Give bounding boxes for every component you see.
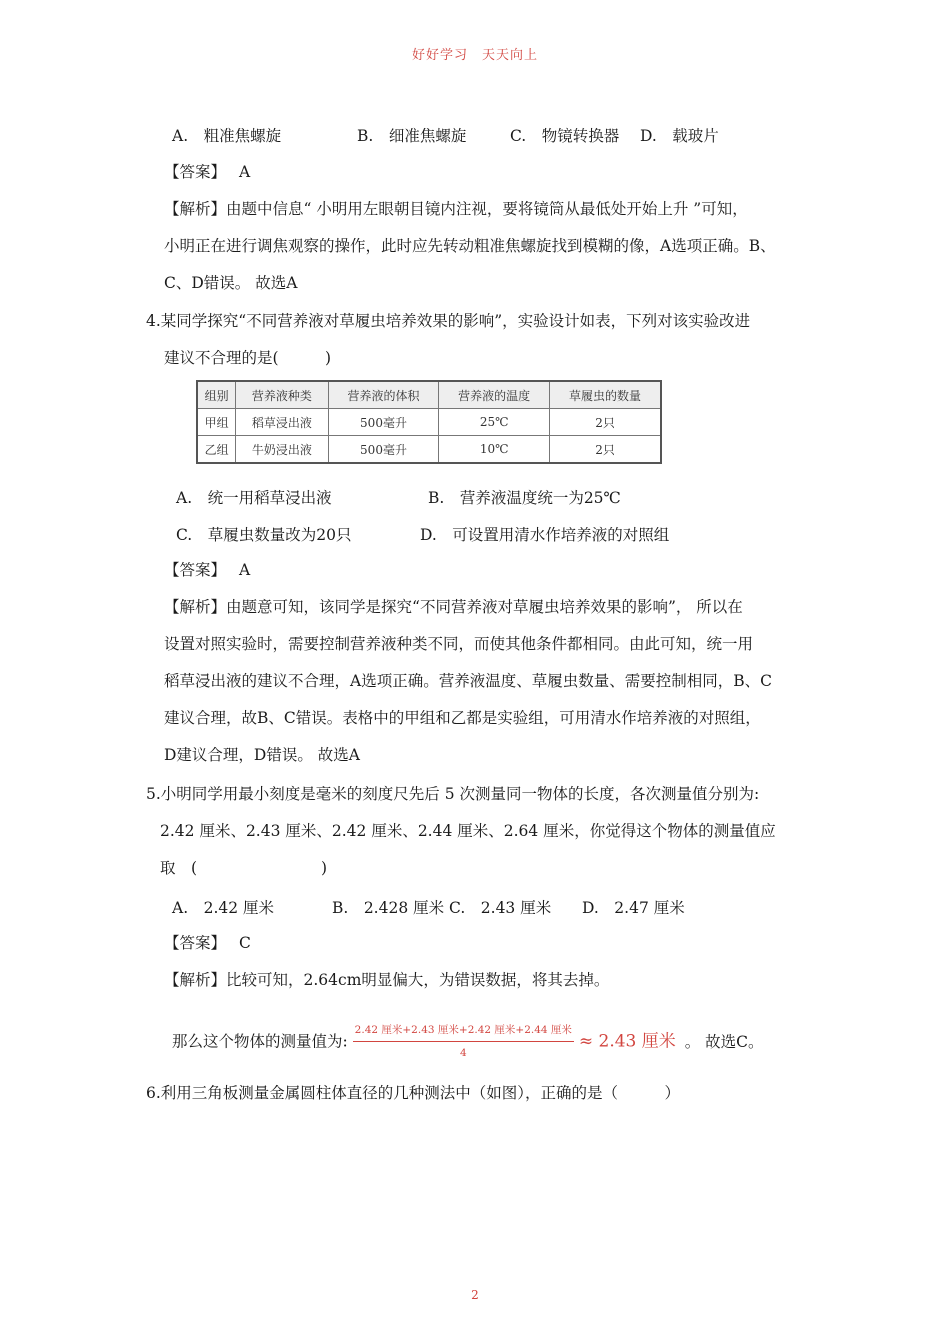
answer-value: A xyxy=(238,163,251,181)
q4-analysis-line-2: 设置对照实验时，需要控制营养液种类不同，而使其他条件都相同。由此可知，统一用 xyxy=(164,635,754,653)
q5-analysis: 【解析】比较可知，2.64cm明显偏大，为错误数据，将其去掉。 xyxy=(164,971,610,989)
q3-option-b: B. 细准焦螺旋 xyxy=(357,127,467,145)
experiment-table xyxy=(196,380,662,464)
table-cell: 稻草浸出液 xyxy=(236,409,328,436)
answer-tag: 【答案】 xyxy=(164,561,227,579)
table-header-cell: 组别 xyxy=(197,381,236,409)
answer-tag: 【答案】 xyxy=(164,934,227,952)
table-row xyxy=(197,436,661,464)
analysis-tag: 【解析】 xyxy=(164,971,227,989)
q5-stem-line-2: 2.42 厘米、2.43 厘米、2.42 厘米、2.44 厘米、2.64 厘米，你觉得这个物体的测量值应 xyxy=(160,822,776,840)
answer-value: C xyxy=(238,934,251,952)
q4-option-b: B. 营养液温度统一为25℃ xyxy=(428,489,621,507)
q4-stem-line-1: 4.某同学探究“不同营养液对草履虫培养效果的影响”，实验设计如表，下列对该实验改进 xyxy=(146,312,751,330)
table-cell: 500毫升 xyxy=(328,409,439,436)
q4-option-d: D. 可设置用清水作培养液的对照组 xyxy=(420,526,670,544)
formula-numerator: 2.42 厘米+2.43 厘米+2.42 厘米+2.44 厘米 xyxy=(353,1020,574,1042)
table-cell: 25℃ xyxy=(439,409,550,436)
q4-answer xyxy=(164,560,250,580)
formula-suffix: 。 故选C。 xyxy=(684,1032,764,1051)
table-cell: 500毫升 xyxy=(328,436,439,464)
table-cell: 10℃ xyxy=(439,436,550,464)
table-header-row xyxy=(197,381,661,409)
q4-analysis-line-1: 【解析】由题意可知，该同学是探究“不同营养液对草履虫培养效果的影响”， 所以在 xyxy=(164,598,743,616)
analysis-tag: 【解析】 xyxy=(164,200,227,218)
q5-stem-line-3: 取 ( ) xyxy=(160,859,328,877)
q5-option-a: A. 2.42 厘米 xyxy=(172,899,275,917)
q3-option-c: C. 物镜转换器 xyxy=(510,127,620,145)
table-cell: 2只 xyxy=(550,436,661,464)
table-cell: 乙组 xyxy=(197,436,236,464)
q5-stem-line-1: 5.小明同学用最小刻度是毫米的刻度尺先后 5 次测量同一物体的长度，各次测量值分别为: xyxy=(146,785,760,803)
q5-option-d: D. 2.47 厘米 xyxy=(582,899,685,917)
table-header-cell: 营养液种类 xyxy=(236,381,328,409)
q3-analysis-line-3: C、D错误。 故选A xyxy=(164,274,298,292)
q4-stem-line-2: 建议不合理的是( ) xyxy=(164,349,332,367)
answer-value: A xyxy=(238,561,251,579)
q3-option-a: A. 粗准焦螺旋 xyxy=(172,127,282,145)
q4-analysis-line-5: D建议合理，D错误。 故选A xyxy=(164,746,360,764)
q3-answer xyxy=(164,162,250,182)
answer-tag: 【答案】 xyxy=(164,163,227,181)
q3-analysis-line-2: 小明正在进行调焦观察的操作，此时应先转动粗准焦螺旋找到模糊的像，A选项正确。B、 xyxy=(164,237,776,255)
table-header-cell: 草履虫的数量 xyxy=(550,381,661,409)
q5-formula xyxy=(172,1020,764,1063)
q4-analysis-line-4: 建议合理，故B、C错误。表格中的甲组和乙都是实验组，可用清水作培养液的对照组， xyxy=(164,709,761,727)
table-cell: 牛奶浸出液 xyxy=(236,436,328,464)
table-cell: 甲组 xyxy=(197,409,236,436)
analysis-tag: 【解析】 xyxy=(164,598,227,616)
q6-stem: 6.利用三角板测量金属圆柱体直径的几种测法中（如图），正确的是（ ） xyxy=(146,1084,681,1102)
q5-answer xyxy=(164,933,251,953)
table-header-cell: 营养液的体积 xyxy=(328,381,439,409)
q3-option-d: D. 载玻片 xyxy=(640,127,719,145)
q4-option-c: C. 草履虫数量改为20只 xyxy=(176,526,352,544)
table-cell: 2只 xyxy=(550,409,661,436)
q5-option-b-c: B. 2.428 厘米 C. 2.43 厘米 xyxy=(332,899,552,917)
q4-option-a: A. 统一用稻草浸出液 xyxy=(176,489,332,507)
formula-prefix: 那么这个物体的测量值为: xyxy=(172,1032,348,1051)
page-number: 2 xyxy=(471,1288,479,1302)
table-header-cell: 营养液的温度 xyxy=(439,381,550,409)
table-row xyxy=(197,409,661,436)
page-header: 好好学习 天天向上 xyxy=(411,48,538,63)
formula-result: ≈ 2.43 厘米 xyxy=(578,1031,676,1052)
q4-analysis-line-3: 稻草浸出液的建议不合理，A选项正确。营养液温度、草履虫数量、需要控制相同，B、C xyxy=(164,672,772,690)
q3-analysis-line-1: 【解析】由题中信息“ 小明用左眼朝目镜内注视，要将镜筒从最低处开始上升 ”可知， xyxy=(164,200,748,218)
formula-fraction xyxy=(353,1020,574,1063)
formula-denominator: 4 xyxy=(459,1047,467,1059)
